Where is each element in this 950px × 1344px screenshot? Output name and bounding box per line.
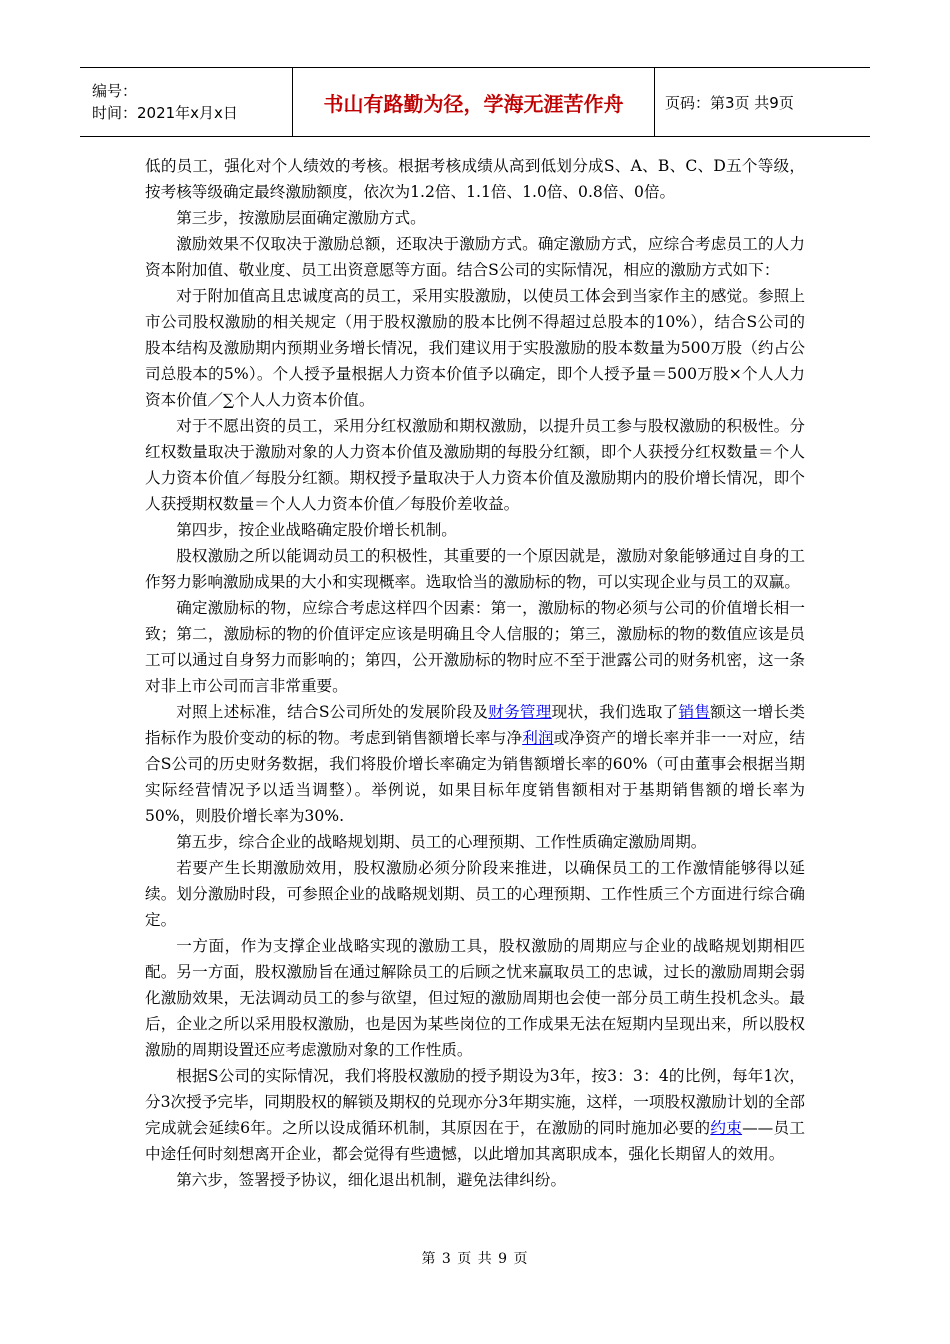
paragraph: 根据S公司的实际情况，我们将股权激励的授予期设为3年，按3：3：4的比例，每年1次，分3次授予完毕，同期股权的解锁及期权的兑现亦分3年期实施，这样，一项股权激励计划的全部完成就会延续6年。之所以设成循环机制，其原因在于，在激励的同时施加必要的约束——员工中途任何时刻想离开企业，都会觉得有些遗憾，以此增加其离职成本，强化长期留人的效用。 bbox=[145, 1067, 805, 1163]
paragraph: 第三步，按激励层面确定激励方式。 bbox=[176, 209, 426, 227]
paragraph: 确定激励标的物，应综合考虑这样四个因素：第一，激励标的物必须与公司的价值增长相一致；第二，激励标的物的价值评定应该是明确且令人信服的；第三，激励标的物的数值应该是员工可以通过自身努力而影响的；第四，公开激励标的物时应不至于泄露公司的财务机密，这一条对非上市公司而言非常重要。 bbox=[145, 599, 805, 695]
paragraph: 第五步，综合企业的战略规划期、员工的心理预期、工作性质确定激励周期。 bbox=[176, 833, 707, 851]
paragraph: 对于附加值高且忠诚度高的员工，采用实股激励，以使员工体会到当家作主的感觉。参照上市公司股权激励的相关规定（用于股权激励的股本比例不得超过总股本的10%），结合S公司的股本结构及激励期内预期业务增长情况，我们建议用于实股激励的股本数量为500万股（约占公司总股本的5%）。个人授予量根据人力资本价值予以确定，即个人授予量＝500万股×个人人力资本价值／∑个人人力资本价值。 bbox=[145, 287, 805, 409]
paragraph: 对照上述标准，结合S公司所处的发展阶段及财务管理现状，我们选取了销售额这一增长类指标作为股价变动的标的物。考虑到销售额增长率与净利润或净资产的增长率并非一一对应，结合S公司的历史财务数据，我们将股价增长率确定为销售额增长率的60%（可由董事会根据当期实际经营情况予以适当调整）。举例说，如果目标年度销售额相对于基期销售额的增长率为50%，则股价增长率为30%. bbox=[145, 703, 805, 825]
header-motto bbox=[293, 68, 655, 136]
page-header bbox=[80, 67, 870, 137]
paragraph: 低的员工，强化对个人绩效的考核。根据考核成绩从高到低划分成S、A、B、C、D五个等级，按考核等级确定最终激励额度，依次为1.2倍、1.1倍、1.0倍、0.8倍、0倍。 bbox=[145, 157, 805, 201]
paragraph: 一方面，作为支撑企业战略实现的激励工具，股权激励的周期应与企业的战略规划期相匹配。另一方面，股权激励旨在通过解除员工的后顾之忧来赢取员工的忠诚，过长的激励周期会弱化激励效果，无法调动员工的参与欲望，但过短的激励周期也会使一部分员工萌生投机念头。最后，企业之所以采用股权激励，也是因为某些岗位的工作成果无法在短期内呈现出来，所以股权激励的周期设置还应考虑激励对象的工作性质。 bbox=[145, 937, 805, 1059]
document-date: 时间：2021年x月x日 bbox=[92, 104, 238, 122]
motto-text: 书山有路勤为径，学海无涯苦作舟 bbox=[323, 91, 624, 116]
header-page-number bbox=[655, 68, 870, 136]
link-financial-management[interactable]: 财务管理 bbox=[488, 703, 552, 721]
document-number: 编号： bbox=[92, 82, 138, 100]
paragraph: 激励效果不仅取决于激励总额，还取决于激励方式。确定激励方式，应综合考虑员工的人力资本附加值、敬业度、员工出资意愿等方面。结合S公司的实际情况，相应的激励方式如下： bbox=[145, 235, 805, 279]
document-body bbox=[145, 153, 805, 1193]
paragraph: 股权激励之所以能调动员工的积极性，其重要的一个原因就是，激励对象能够通过自身的工作努力影响激励成果的大小和实现概率。选取恰当的激励标的物，可以实现企业与员工的双赢。 bbox=[145, 547, 805, 591]
paragraph: 第六步，签署授予协议，细化退出机制，避免法律纠纷。 bbox=[176, 1171, 567, 1189]
link-constraint[interactable]: 约束 bbox=[710, 1119, 743, 1137]
paragraph: 对于不愿出资的员工，采用分红权激励和期权激励，以提升员工参与股权激励的积极性。分红权数量取决于激励对象的人力资本价值及激励期的每股分红额，即个人获授分红权数量＝个人人力资本价值／每股分红额。期权授予量取决于人力资本价值及激励期内的股价增长情况，即个人获授期权数量＝个人人力资本价值／每股价差收益。 bbox=[145, 417, 805, 513]
link-profit[interactable]: 利润 bbox=[522, 729, 554, 747]
paragraph: 若要产生长期激励效用，股权激励必须分阶段来推进，以确保员工的工作激情能够得以延续。划分激励时段，可参照企业的战略规划期、员工的心理预期、工作性质三个方面进行综合确定。 bbox=[145, 859, 805, 929]
footer-page-number: 第 3 页 共 9 页 bbox=[421, 1251, 529, 1267]
link-sales[interactable]: 销售 bbox=[678, 703, 711, 721]
header-info bbox=[80, 68, 293, 136]
page-number-text: 页码：第3页 共9页 bbox=[665, 93, 794, 112]
page-footer bbox=[0, 1248, 950, 1268]
paragraph: 第四步，按企业战略确定股价增长机制。 bbox=[176, 521, 457, 539]
